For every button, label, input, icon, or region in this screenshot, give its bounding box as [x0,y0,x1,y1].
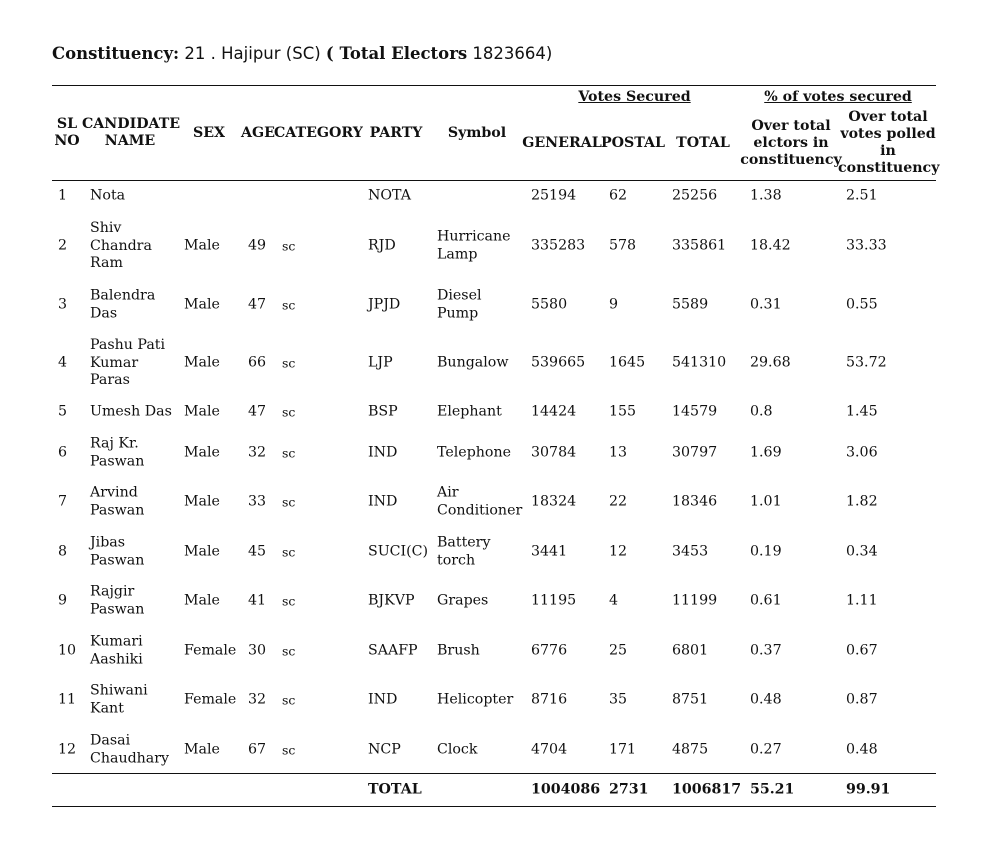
constituency-label: Constituency: [52,44,180,63]
cell-general: 335283 [531,237,586,254]
cell-sex: Male [184,493,220,510]
total-pct-electors: 55.21 [750,781,795,798]
cell-pct-electors: 0.48 [750,691,782,708]
electors-value: 1823664) [472,44,553,63]
cell-general: 4704 [531,741,568,758]
cell-sex: Male [184,741,220,758]
cell-sl: 8 [58,543,68,560]
cell-age: 30 [248,642,267,659]
cell-postal: 62 [609,187,628,204]
total-postal: 2731 [609,781,649,798]
cell-party: BJKVP [368,592,415,609]
cell-candidate-name: Arvind Paswan [90,484,145,518]
cell-postal: 4 [609,592,619,609]
cell-total: 335861 [672,237,727,254]
col-general: GENERAL [522,135,602,151]
cell-candidate-name: Kumari Aashiki [90,633,143,667]
cell-postal: 9 [609,296,619,313]
cell-sex: Male [184,354,220,371]
cell-sex: Male [184,444,220,461]
page-title [52,44,552,63]
cell-pct-polled: 1.11 [846,592,878,609]
cell-general: 25194 [531,187,577,204]
cell-pct-electors: 29.68 [750,354,791,371]
cell-total: 11199 [672,592,718,609]
cell-postal: 22 [609,493,628,510]
cell-symbol: Helicopter [437,691,514,708]
cell-age: 49 [248,237,267,254]
cell-general: 6776 [531,642,568,659]
cell-sl: 2 [58,237,68,254]
cell-symbol: Grapes [437,592,489,609]
col-party: PARTY [369,125,423,141]
cell-total: 14579 [672,403,718,420]
cell-pct-polled: 0.67 [846,642,878,659]
cell-symbol: Battery torch [437,534,491,568]
cell-total: 5589 [672,296,709,313]
cell-party: NCP [368,741,401,758]
cell-party: IND [368,444,398,461]
electors-label: ( Total Electors [325,44,468,63]
cell-pct-electors: 0.19 [750,543,782,560]
cell-postal: 35 [609,691,628,708]
cell-pct-polled: 0.48 [846,741,878,758]
cell-sex: Female [184,642,237,659]
total-top-rule [52,773,936,774]
cell-candidate-name: Shiwani Kant [90,682,148,716]
cell-pct-polled: 53.72 [846,354,887,371]
cell-postal: 155 [609,403,637,420]
cell-candidate-name: Balendra Das [90,287,156,321]
cell-category: sc [282,643,296,659]
cell-general: 30784 [531,444,577,461]
col-over-polled: Over total votes polled in constituency [838,109,940,176]
col-age: AGE [241,125,275,141]
cell-party: IND [368,691,398,708]
cell-symbol: Diesel Pump [437,287,482,321]
cell-pct-polled: 3.06 [846,444,878,461]
cell-sl: 12 [58,741,77,758]
cell-age: 45 [248,543,267,560]
cell-pct-electors: 0.31 [750,296,782,313]
cell-party: IND [368,493,398,510]
cell-symbol: Clock [437,741,478,758]
cell-category: sc [282,593,296,609]
cell-pct-electors: 1.69 [750,444,782,461]
col-over-electors: Over total elctors in constituency [740,118,842,168]
cell-total: 8751 [672,691,709,708]
cell-pct-electors: 0.37 [750,642,782,659]
cell-candidate-name: Dasai Chaudhary [90,732,170,766]
cell-total: 3453 [672,543,709,560]
cell-age: 47 [248,403,267,420]
cell-postal: 13 [609,444,628,461]
cell-general: 3441 [531,543,568,560]
cell-pct-polled: 0.87 [846,691,878,708]
pct-votes-header: % of votes secured [764,89,912,105]
cell-candidate-name: Umesh Das [90,403,172,420]
col-symbol: Symbol [447,125,507,141]
cell-symbol: Brush [437,642,480,659]
cell-sl: 7 [58,493,68,510]
cell-party: LJP [368,354,393,371]
cell-candidate-name: Raj Kr. Paswan [90,435,145,469]
cell-category: sc [282,238,296,254]
cell-symbol: Telephone [437,444,511,461]
cell-total: 18346 [672,493,718,510]
cell-total: 541310 [672,354,727,371]
cell-candidate-name: Jibas Paswan [90,534,145,568]
cell-pct-polled: 33.33 [846,237,887,254]
cell-total: 4875 [672,741,709,758]
cell-age: 67 [248,741,267,758]
cell-postal: 578 [609,237,637,254]
cell-pct-electors: 1.38 [750,187,782,204]
cell-total: 30797 [672,444,718,461]
total-general: 1004086 [531,781,601,798]
cell-general: 539665 [531,354,586,371]
cell-category: sc [282,494,296,510]
col-postal: POSTAL [600,135,666,151]
col-candidate-name: CANDIDATE NAME [82,116,181,149]
cell-pct-electors: 0.61 [750,592,782,609]
cell-sex: Male [184,403,220,420]
cell-candidate-name: Rajgir Paswan [90,583,145,617]
cell-age: 47 [248,296,267,313]
cell-category: sc [282,404,296,420]
cell-postal: 12 [609,543,628,560]
cell-general: 11195 [531,592,577,609]
cell-candidate-name: Nota [90,187,126,204]
cell-candidate-name: Shiv Chandra Ram [90,219,152,271]
cell-candidate-name: Pashu Pati Kumar Paras [90,336,166,388]
votes-secured-header: Votes Secured [578,89,691,105]
cell-pct-polled: 1.82 [846,493,878,510]
cell-sex: Female [184,691,237,708]
cell-category: sc [282,297,296,313]
cell-pct-polled: 2.51 [846,187,878,204]
constituency-value: 21 . Hajipur (SC) [184,44,321,63]
cell-general: 5580 [531,296,568,313]
cell-category: sc [282,355,296,371]
col-category: CATEGORY [274,125,363,141]
cell-age: 41 [248,592,267,609]
col-total: TOTAL [676,135,730,151]
cell-symbol: Hurricane Lamp [437,228,511,262]
table-bottom-rule [52,806,936,807]
cell-party: RJD [368,237,396,254]
cell-category: sc [282,742,296,758]
cell-sex: Male [184,296,220,313]
cell-postal: 171 [609,741,637,758]
cell-general: 8716 [531,691,568,708]
cell-party: NOTA [368,187,411,204]
cell-sl: 10 [58,642,77,659]
cell-sl: 4 [58,354,68,371]
cell-sl: 1 [58,187,68,204]
cell-postal: 25 [609,642,628,659]
cell-sl: 6 [58,444,68,461]
cell-age: 32 [248,691,267,708]
cell-pct-electors: 0.8 [750,403,773,420]
cell-general: 14424 [531,403,577,420]
cell-party: BSP [368,403,398,420]
cell-party: SAAFP [368,642,418,659]
cell-category: sc [282,692,296,708]
table-top-rule [52,85,936,86]
col-sex: SEX [192,125,226,141]
cell-total: 6801 [672,642,709,659]
cell-sex: Male [184,592,220,609]
cell-category: sc [282,445,296,461]
cell-age: 33 [248,493,267,510]
cell-pct-electors: 1.01 [750,493,782,510]
cell-sex: Male [184,237,220,254]
cell-symbol: Air Conditioner [437,484,523,518]
cell-postal: 1645 [609,354,646,371]
total-label: TOTAL [368,781,422,798]
cell-total: 25256 [672,187,718,204]
cell-symbol: Bungalow [437,354,509,371]
cell-pct-polled: 0.55 [846,296,878,313]
cell-age: 66 [248,354,267,371]
cell-party: JPJD [368,296,401,313]
cell-age: 32 [248,444,267,461]
cell-pct-electors: 0.27 [750,741,782,758]
cell-sl: 9 [58,592,68,609]
cell-pct-electors: 18.42 [750,237,791,254]
cell-category: sc [282,544,296,560]
cell-sl: 3 [58,296,68,313]
cell-party: SUCI(C) [368,543,429,560]
cell-pct-polled: 0.34 [846,543,878,560]
header-bottom-rule [52,180,936,181]
cell-sl: 11 [58,691,77,708]
cell-sex: Male [184,543,220,560]
cell-sl: 5 [58,403,68,420]
cell-pct-polled: 1.45 [846,403,878,420]
total-pct-polled: 99.91 [846,781,891,798]
cell-general: 18324 [531,493,577,510]
col-sl-no: SL NO [54,116,80,149]
total-total: 1006817 [672,781,742,798]
cell-symbol: Elephant [437,403,502,420]
